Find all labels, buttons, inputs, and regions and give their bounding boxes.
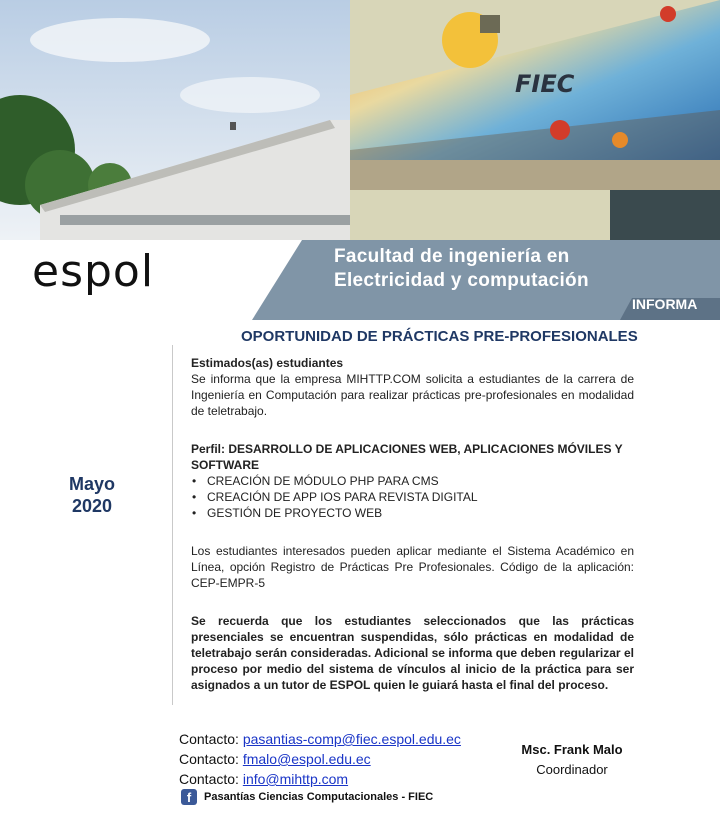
email-link-pasantias[interactable]: pasantias-comp@fiec.espol.edu.ec: [242, 731, 461, 747]
contact-line: [179, 769, 461, 789]
faculty-name-line2: Electricidad y computación: [334, 270, 589, 291]
contact-line: [179, 749, 461, 769]
facebook-page-link[interactable]: [181, 789, 433, 805]
contacts-block: [179, 729, 461, 789]
task-item: • GESTIÓN DE PROYECTO WEB: [207, 505, 634, 521]
signer-name: Msc. Frank Malo: [521, 742, 623, 757]
facebook-page-name: Pasantías Ciencias Computacionales - FIEC: [204, 791, 434, 803]
date-block: [40, 473, 144, 517]
date-year: 2020: [71, 496, 113, 516]
contact-label: Contacto:: [179, 731, 239, 747]
notice-paragraph: Se recuerda que los estudiantes seleccionados que las prácticas presenciales se encuentran suspendidas, sólo prácticas en modalidad de teletrabajo serán consideradas. Adicional se informa que deben regularizar el proceso por medio del sistema de vínculos al inicio de la práctica para ser asignados a un tutor de ESPOL quien le guiará hasta el final del proceso.: [191, 614, 634, 692]
signer-role: Coordinador: [536, 762, 608, 777]
email-link-fmalo[interactable]: fmalo@espol.edu.ec: [242, 751, 371, 767]
fiec-sign: FIEC: [515, 70, 575, 98]
hero-building-photo: [0, 0, 720, 240]
task-list: [191, 473, 634, 521]
page-title: OPORTUNIDAD DE PRÁCTICAS PRE-PROFESIONALES: [241, 328, 638, 345]
task-item: • CREACIÓN DE MÓDULO PHP PARA CMS: [207, 473, 634, 489]
informa-tag: INFORMA: [632, 296, 698, 312]
intro-paragraph: Se informa que la empresa MIHTTP.COM solicita a estudiantes de la carrera de Ingeniería en Computación para realizar prácticas pre-profesionales en modalidad de teletrabajo.: [191, 372, 634, 418]
greeting: Estimados(as) estudiantes: [191, 356, 344, 370]
task-item: • CREACIÓN DE APP IOS PARA REVISTA DIGITAL: [207, 489, 634, 505]
vertical-divider: [172, 345, 173, 705]
email-link-info[interactable]: info@mihttp.com: [242, 771, 349, 787]
espol-logo: espol: [32, 246, 155, 297]
contact-line: [179, 729, 461, 749]
faculty-name-line1: Facultad de ingeniería en: [334, 246, 570, 267]
facebook-icon: f: [181, 789, 197, 805]
date-month: Mayo: [68, 474, 115, 494]
profile-heading: Perfil: DESARROLLO DE APLICACIONES WEB, APLICACIONES MÓVILES Y SOFTWARE: [191, 442, 623, 472]
contact-label: Contacto:: [179, 751, 239, 767]
signature-block: [502, 740, 642, 780]
announcement-body: [191, 355, 634, 693]
contact-label: Contacto:: [179, 771, 239, 787]
apply-paragraph: Los estudiantes interesados pueden aplicar mediante el Sistema Académico en Línea, opción Registro de Prácticas Pre Profesionales. Código de la aplicación: CEP-EMPR-5: [191, 544, 634, 590]
